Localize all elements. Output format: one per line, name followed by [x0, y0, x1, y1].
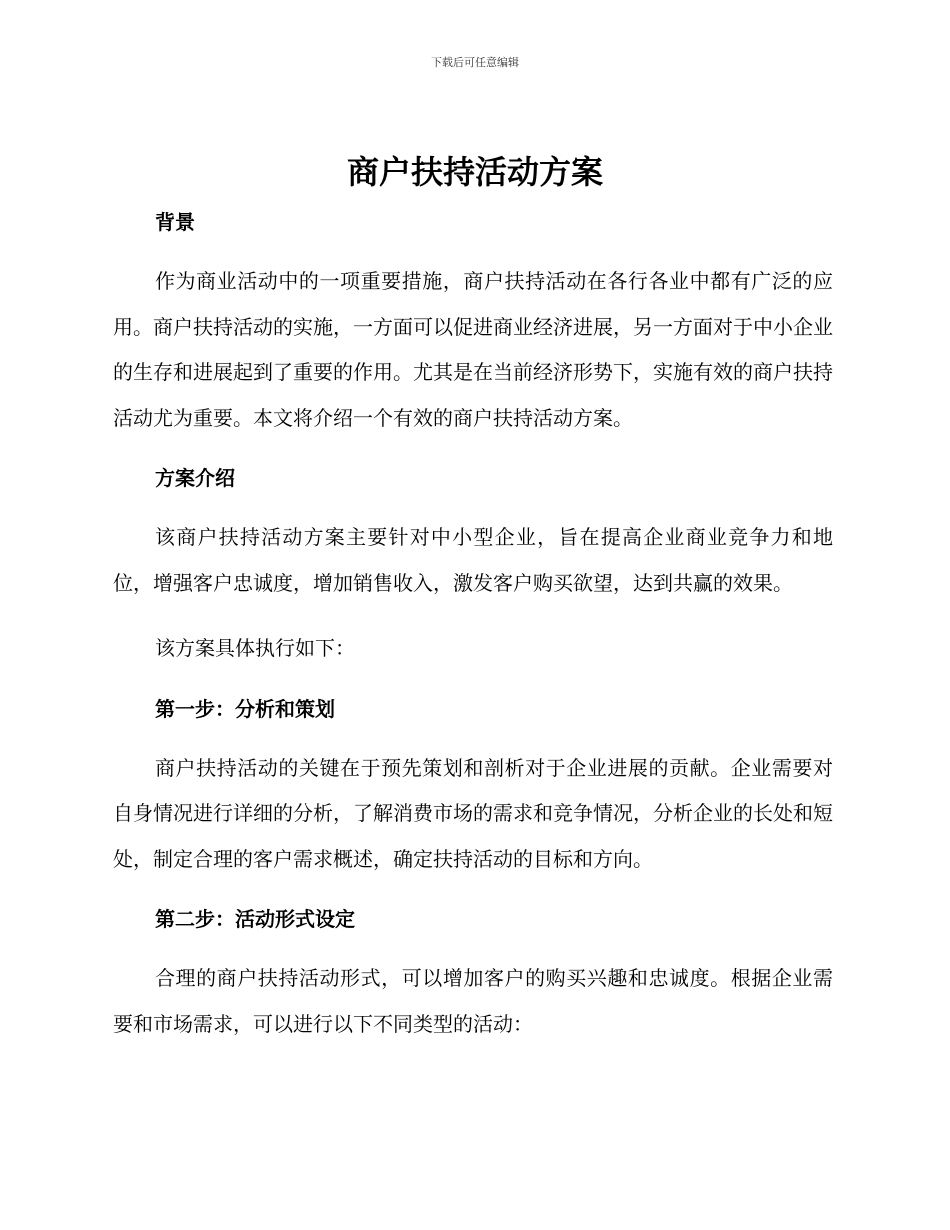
- paragraph-intro: 该商户扶持活动方案主要针对中小型企业，旨在提高企业商业竞争力和地位，增强客户忠诚度，增加销售收入，激发客户购买欲望，达到共赢的效果。: [113, 525, 833, 595]
- paragraph-background: 作为商业活动中的一项重要措施，商户扶持活动在各行各业中都有广泛的应用。商户扶持活动的实施，一方面可以促进商业经济进展，另一方面对于中小企业的生存和进展起到了重要的作用。尤其是在当前经济形势下，实施有效的商户扶持活动尤为重要。本文将介绍一个有效的商户扶持活动方案。: [113, 269, 833, 430]
- section-heading-step1: 第一步：分析和策划: [155, 696, 335, 721]
- section-heading-step2: 第二步：活动形式设定: [155, 907, 355, 931]
- section-heading-intro: 方案介绍: [155, 466, 235, 490]
- paragraph-step1: 商户扶持活动的关键在于预先策划和剖析对于企业进展的贡献。企业需要对自身情况进行详细的分析，了解消费市场的需求和竞争情况，分析企业的长处和短处，制定合理的客户需求概述，确定扶持活动的目标和方向。: [113, 755, 833, 871]
- section-heading-background: 背景: [155, 210, 195, 234]
- header-note: 下载后可任意编辑: [431, 56, 519, 69]
- paragraph-step2: 合理的商户扶持活动形式，可以增加客户的购买兴趣和忠诚度。根据企业需要和市场需求，可以进行以下不同类型的活动：: [113, 966, 833, 1036]
- paragraph-execution: 该方案具体执行如下：: [155, 636, 355, 660]
- document-body: [113, 205, 833, 1047]
- document-title: 商户扶持活动方案: [346, 153, 603, 191]
